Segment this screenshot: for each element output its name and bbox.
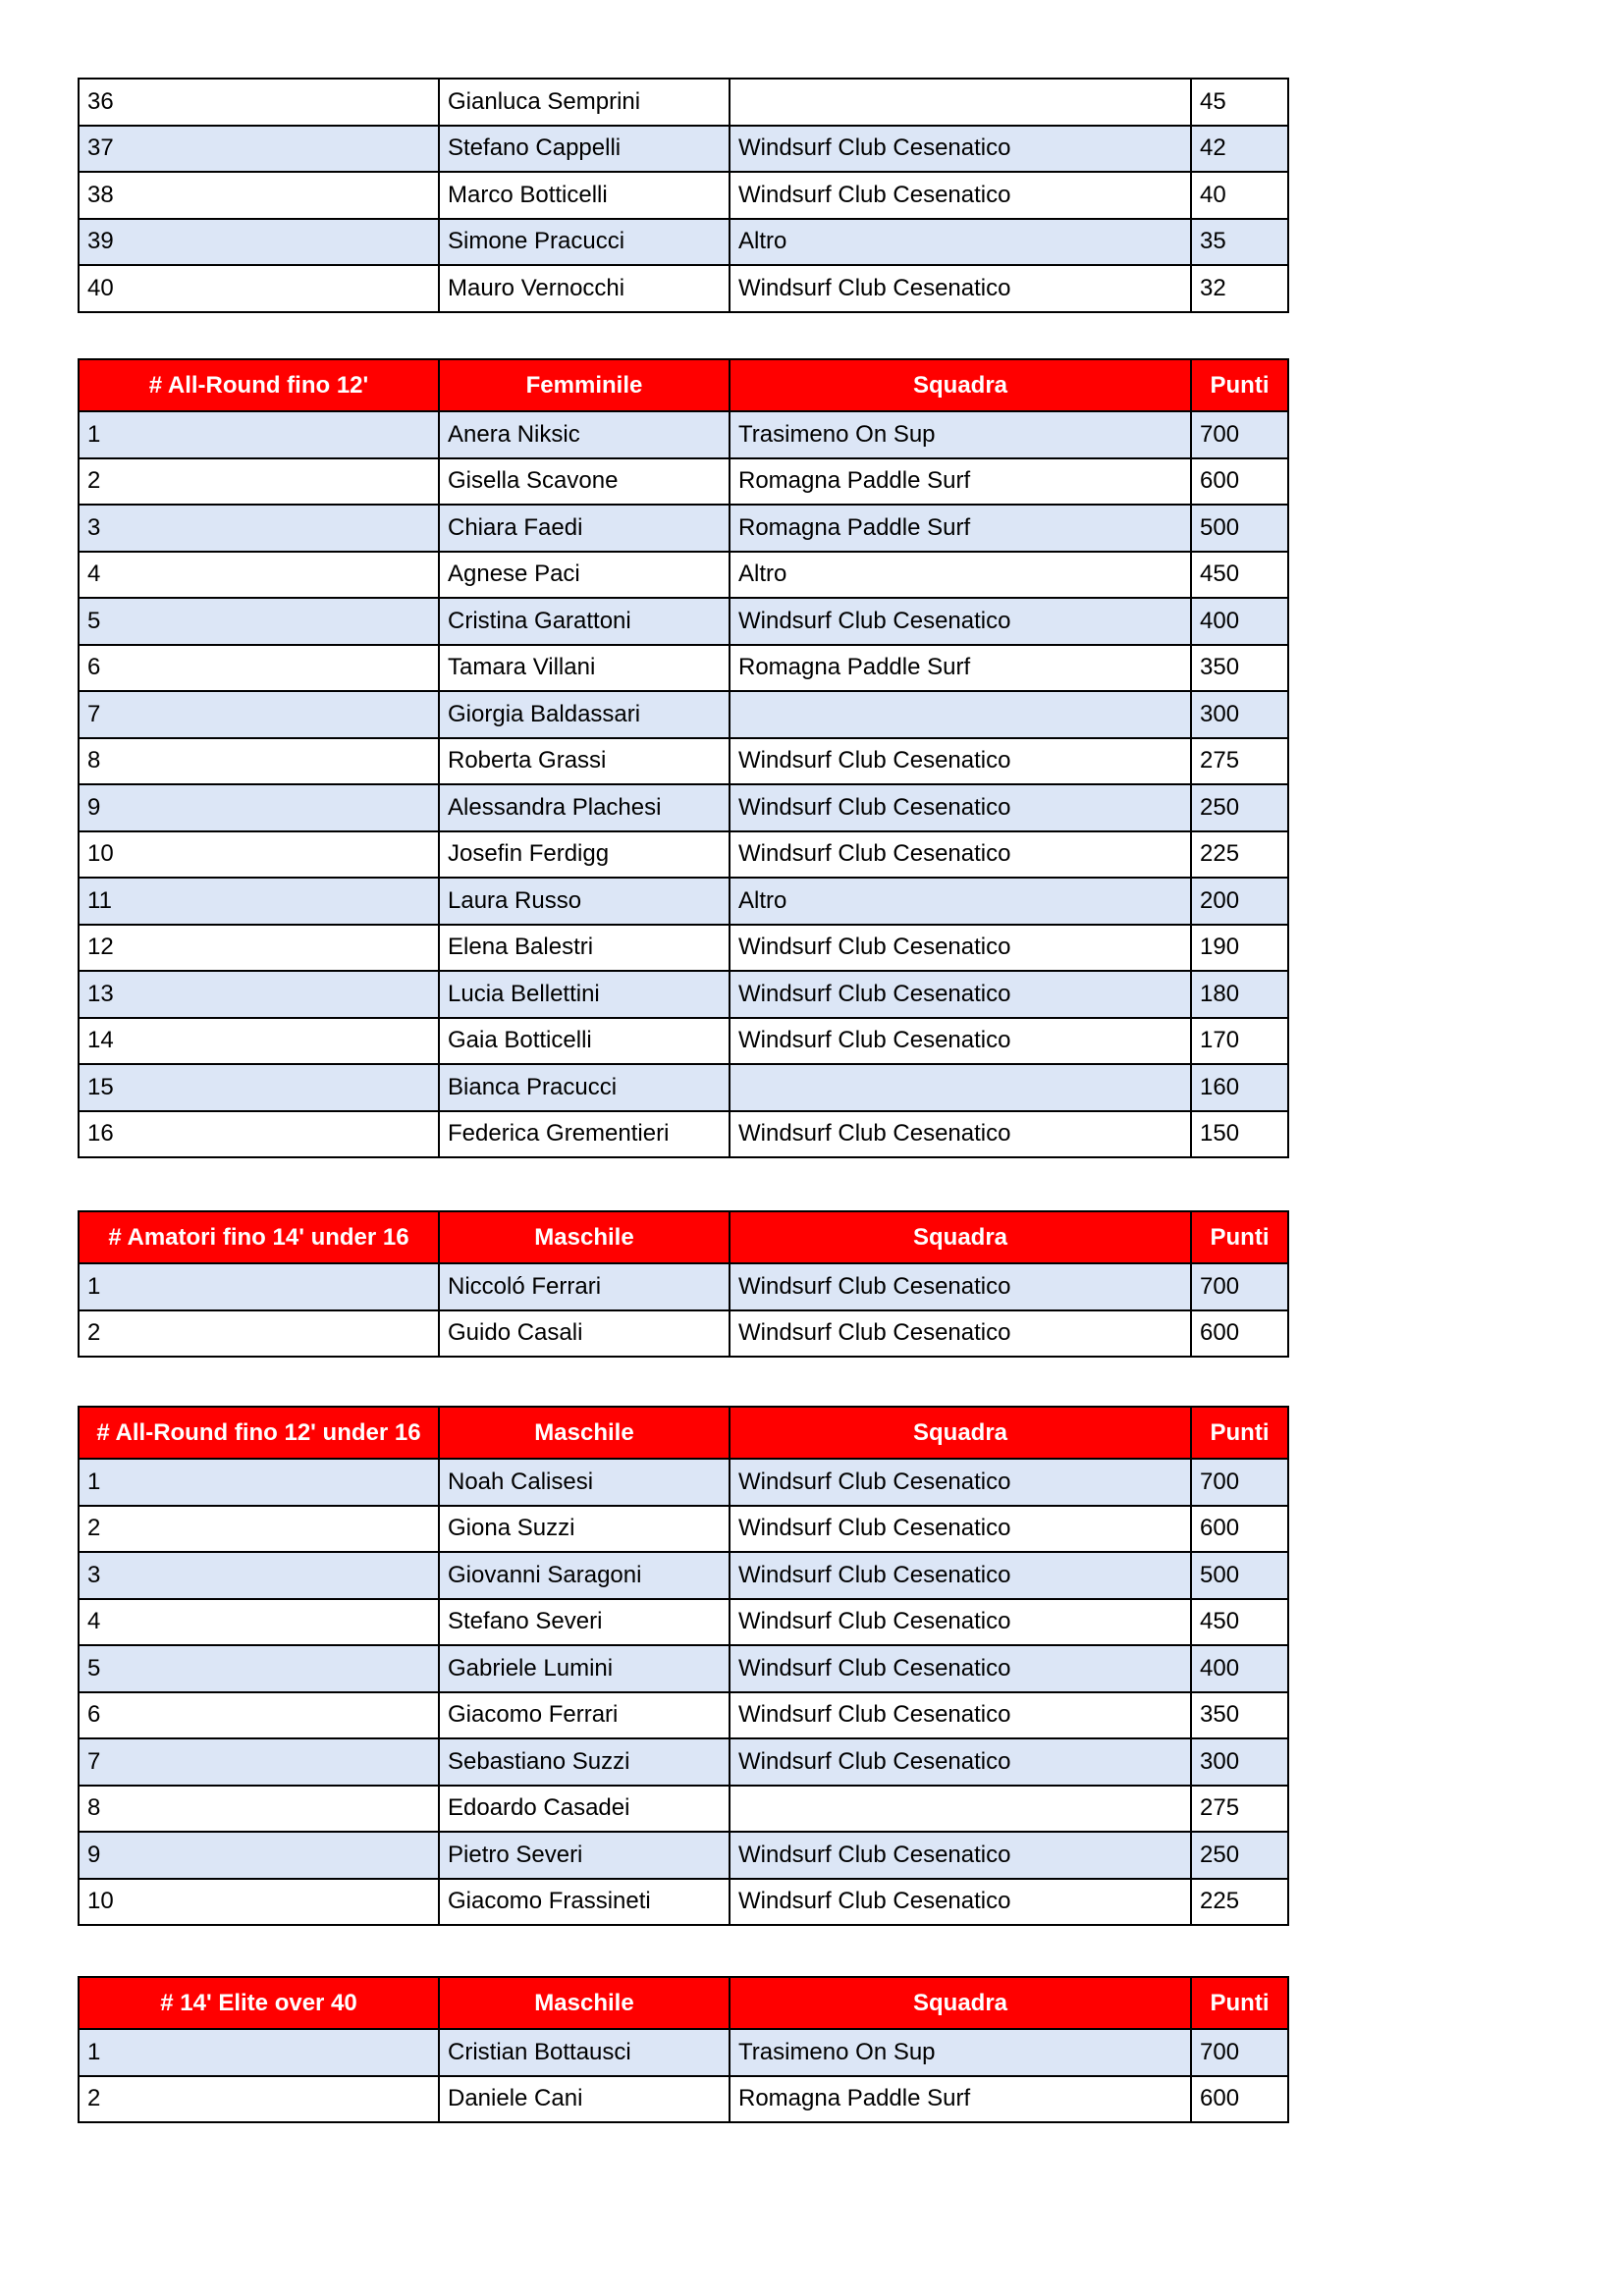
athlete-cell: Elena Balestri <box>439 925 730 972</box>
results-table <box>78 1976 1289 2123</box>
team-cell: Windsurf Club Cesenatico <box>730 738 1191 785</box>
team-cell <box>730 691 1191 738</box>
rank-cell: 9 <box>79 784 439 831</box>
points-cell: 700 <box>1191 1459 1288 1506</box>
team-cell <box>730 79 1191 126</box>
team-cell: Windsurf Club Cesenatico <box>730 831 1191 879</box>
rank-cell: 12 <box>79 925 439 972</box>
category-header: # 14' Elite over 40 <box>79 1977 439 2029</box>
points-cell: 600 <box>1191 1506 1288 1553</box>
points-cell: 180 <box>1191 971 1288 1018</box>
team-cell <box>730 1064 1191 1111</box>
points-cell: 45 <box>1191 79 1288 126</box>
athlete-cell: Simone Pracucci <box>439 219 730 266</box>
team-cell: Windsurf Club Cesenatico <box>730 1459 1191 1506</box>
table-header <box>79 359 1288 411</box>
rank-cell: 39 <box>79 219 439 266</box>
table-row <box>79 691 1288 738</box>
points-cell: 350 <box>1191 1692 1288 1739</box>
athlete-cell: Giovanni Saragoni <box>439 1552 730 1599</box>
rank-cell: 3 <box>79 1552 439 1599</box>
points-cell: 300 <box>1191 691 1288 738</box>
table-row <box>79 265 1288 312</box>
table-header <box>79 1211 1288 1263</box>
team-cell: Romagna Paddle Surf <box>730 645 1191 692</box>
gender-header: Maschile <box>439 1977 730 2029</box>
table-row <box>79 79 1288 126</box>
points-cell: 500 <box>1191 505 1288 552</box>
rank-cell: 3 <box>79 505 439 552</box>
team-cell: Trasimeno On Sup <box>730 411 1191 458</box>
table-row <box>79 2076 1288 2123</box>
athlete-cell: Pietro Severi <box>439 1832 730 1879</box>
athlete-cell: Gianluca Semprini <box>439 79 730 126</box>
rank-cell: 4 <box>79 1599 439 1646</box>
athlete-cell: Stefano Cappelli <box>439 126 730 173</box>
points-header: Punti <box>1191 359 1288 411</box>
points-cell: 275 <box>1191 1786 1288 1833</box>
table-header <box>79 1407 1288 1459</box>
allround-under16-section <box>78 1406 1289 1926</box>
team-cell: Romagna Paddle Surf <box>730 505 1191 552</box>
table-row <box>79 925 1288 972</box>
team-cell: Romagna Paddle Surf <box>730 458 1191 506</box>
category-header: # All-Round fino 12' <box>79 359 439 411</box>
points-cell: 170 <box>1191 1018 1288 1065</box>
rank-cell: 5 <box>79 1645 439 1692</box>
rank-cell: 40 <box>79 265 439 312</box>
rank-cell: 2 <box>79 458 439 506</box>
athlete-cell: Gisella Scavone <box>439 458 730 506</box>
points-header: Punti <box>1191 1211 1288 1263</box>
athlete-cell: Noah Calisesi <box>439 1459 730 1506</box>
header-row <box>79 359 1288 411</box>
table-row <box>79 1599 1288 1646</box>
rank-cell: 4 <box>79 552 439 599</box>
rank-cell: 1 <box>79 1263 439 1310</box>
athlete-cell: Mauro Vernocchi <box>439 265 730 312</box>
rank-cell: 7 <box>79 1738 439 1786</box>
athlete-cell: Agnese Paci <box>439 552 730 599</box>
team-cell: Altro <box>730 552 1191 599</box>
table-body <box>79 2029 1288 2122</box>
athlete-cell: Tamara Villani <box>439 645 730 692</box>
table-row <box>79 645 1288 692</box>
points-cell: 500 <box>1191 1552 1288 1599</box>
points-cell: 250 <box>1191 1832 1288 1879</box>
athlete-cell: Guido Casali <box>439 1310 730 1358</box>
team-cell: Windsurf Club Cesenatico <box>730 1645 1191 1692</box>
points-cell: 400 <box>1191 598 1288 645</box>
team-cell: Altro <box>730 878 1191 925</box>
rank-cell: 2 <box>79 2076 439 2123</box>
team-cell: Windsurf Club Cesenatico <box>730 1879 1191 1926</box>
points-cell: 190 <box>1191 925 1288 972</box>
table-header <box>79 1977 1288 2029</box>
category-header: # All-Round fino 12' under 16 <box>79 1407 439 1459</box>
team-cell: Altro <box>730 219 1191 266</box>
points-header: Punti <box>1191 1407 1288 1459</box>
athlete-cell: Stefano Severi <box>439 1599 730 1646</box>
rank-cell: 1 <box>79 411 439 458</box>
athlete-cell: Edoardo Casadei <box>439 1786 730 1833</box>
table-row <box>79 971 1288 1018</box>
athlete-cell: Chiara Faedi <box>439 505 730 552</box>
athlete-cell: Cristian Bottausci <box>439 2029 730 2076</box>
rank-cell: 10 <box>79 1879 439 1926</box>
rank-cell: 38 <box>79 172 439 219</box>
athlete-cell: Daniele Cani <box>439 2076 730 2123</box>
team-cell: Windsurf Club Cesenatico <box>730 1263 1191 1310</box>
points-cell: 700 <box>1191 2029 1288 2076</box>
team-cell: Windsurf Club Cesenatico <box>730 1506 1191 1553</box>
gender-header: Femminile <box>439 359 730 411</box>
rank-cell: 2 <box>79 1310 439 1358</box>
athlete-cell: Lucia Bellettini <box>439 971 730 1018</box>
rank-cell: 5 <box>79 598 439 645</box>
table-row <box>79 1263 1288 1310</box>
points-cell: 450 <box>1191 1599 1288 1646</box>
points-cell: 225 <box>1191 831 1288 879</box>
table-row <box>79 598 1288 645</box>
table-row <box>79 1645 1288 1692</box>
points-cell: 225 <box>1191 1879 1288 1926</box>
table-row <box>79 1506 1288 1553</box>
allround-femminile-section <box>78 358 1289 1158</box>
athlete-cell: Giacomo Frassineti <box>439 1879 730 1926</box>
athlete-cell: Anera Niksic <box>439 411 730 458</box>
athlete-cell: Josefin Ferdigg <box>439 831 730 879</box>
team-cell <box>730 1786 1191 1833</box>
table-row <box>79 1064 1288 1111</box>
team-cell: Windsurf Club Cesenatico <box>730 925 1191 972</box>
rank-cell: 6 <box>79 1692 439 1739</box>
results-table <box>78 1210 1289 1358</box>
athlete-cell: Niccoló Ferrari <box>439 1263 730 1310</box>
rank-cell: 36 <box>79 79 439 126</box>
team-header: Squadra <box>730 1977 1191 2029</box>
team-cell: Windsurf Club Cesenatico <box>730 1552 1191 1599</box>
rank-cell: 16 <box>79 1111 439 1158</box>
points-cell: 200 <box>1191 878 1288 925</box>
table-row <box>79 1459 1288 1506</box>
points-cell: 35 <box>1191 219 1288 266</box>
athlete-cell: Federica Grementieri <box>439 1111 730 1158</box>
points-cell: 42 <box>1191 126 1288 173</box>
table-body <box>79 411 1288 1157</box>
team-cell: Windsurf Club Cesenatico <box>730 172 1191 219</box>
results-table <box>78 358 1289 1158</box>
table-row <box>79 738 1288 785</box>
team-cell: Windsurf Club Cesenatico <box>730 971 1191 1018</box>
table-row <box>79 1786 1288 1833</box>
header-row <box>79 1977 1288 2029</box>
table-row <box>79 1310 1288 1358</box>
table-row <box>79 1879 1288 1926</box>
rank-cell: 2 <box>79 1506 439 1553</box>
category-header: # Amatori fino 14' under 16 <box>79 1211 439 1263</box>
rank-cell: 15 <box>79 1064 439 1111</box>
points-header: Punti <box>1191 1977 1288 2029</box>
table-row <box>79 1111 1288 1158</box>
athlete-cell: Roberta Grassi <box>439 738 730 785</box>
points-cell: 32 <box>1191 265 1288 312</box>
rank-cell: 11 <box>79 878 439 925</box>
athlete-cell: Giorgia Baldassari <box>439 691 730 738</box>
team-cell: Windsurf Club Cesenatico <box>730 1599 1191 1646</box>
points-cell: 600 <box>1191 1310 1288 1358</box>
points-cell: 450 <box>1191 552 1288 599</box>
athlete-cell: Gabriele Lumini <box>439 1645 730 1692</box>
table-body <box>79 79 1288 312</box>
points-cell: 400 <box>1191 1645 1288 1692</box>
athlete-cell: Bianca Pracucci <box>439 1064 730 1111</box>
rank-cell: 10 <box>79 831 439 879</box>
table-row <box>79 505 1288 552</box>
points-cell: 600 <box>1191 2076 1288 2123</box>
team-cell: Windsurf Club Cesenatico <box>730 1832 1191 1879</box>
team-cell: Trasimeno On Sup <box>730 2029 1191 2076</box>
team-cell: Windsurf Club Cesenatico <box>730 1018 1191 1065</box>
results-table <box>78 1406 1289 1926</box>
rank-cell: 7 <box>79 691 439 738</box>
header-row <box>79 1407 1288 1459</box>
rank-cell: 14 <box>79 1018 439 1065</box>
team-cell: Windsurf Club Cesenatico <box>730 784 1191 831</box>
team-header: Squadra <box>730 359 1191 411</box>
table-row <box>79 878 1288 925</box>
table-row <box>79 2029 1288 2076</box>
table-row <box>79 552 1288 599</box>
athlete-cell: Giacomo Ferrari <box>439 1692 730 1739</box>
athlete-cell: Cristina Garattoni <box>439 598 730 645</box>
team-cell: Windsurf Club Cesenatico <box>730 1111 1191 1158</box>
team-cell: Windsurf Club Cesenatico <box>730 1310 1191 1358</box>
athlete-cell: Alessandra Plachesi <box>439 784 730 831</box>
table-row <box>79 126 1288 173</box>
points-cell: 40 <box>1191 172 1288 219</box>
results-table <box>78 78 1289 313</box>
team-cell: Romagna Paddle Surf <box>730 2076 1191 2123</box>
points-cell: 300 <box>1191 1738 1288 1786</box>
table-row <box>79 1738 1288 1786</box>
points-cell: 350 <box>1191 645 1288 692</box>
table-body <box>79 1263 1288 1357</box>
table-row <box>79 411 1288 458</box>
team-cell: Windsurf Club Cesenatico <box>730 598 1191 645</box>
team-cell: Windsurf Club Cesenatico <box>730 1738 1191 1786</box>
rank-cell: 8 <box>79 1786 439 1833</box>
table-row <box>79 1832 1288 1879</box>
athlete-cell: Laura Russo <box>439 878 730 925</box>
athlete-cell: Gaia Botticelli <box>439 1018 730 1065</box>
results-table-continued <box>78 78 1289 313</box>
table-row <box>79 458 1288 506</box>
athlete-cell: Giona Suzzi <box>439 1506 730 1553</box>
rank-cell: 1 <box>79 1459 439 1506</box>
points-cell: 275 <box>1191 738 1288 785</box>
team-cell: Windsurf Club Cesenatico <box>730 126 1191 173</box>
rank-cell: 8 <box>79 738 439 785</box>
gender-header: Maschile <box>439 1211 730 1263</box>
points-cell: 700 <box>1191 1263 1288 1310</box>
table-row <box>79 219 1288 266</box>
team-cell: Windsurf Club Cesenatico <box>730 265 1191 312</box>
rank-cell: 1 <box>79 2029 439 2076</box>
table-row <box>79 1552 1288 1599</box>
table-row <box>79 784 1288 831</box>
team-cell: Windsurf Club Cesenatico <box>730 1692 1191 1739</box>
amatori-under16-section <box>78 1210 1289 1358</box>
athlete-cell: Marco Botticelli <box>439 172 730 219</box>
points-cell: 250 <box>1191 784 1288 831</box>
points-cell: 700 <box>1191 411 1288 458</box>
athlete-cell: Sebastiano Suzzi <box>439 1738 730 1786</box>
gender-header: Maschile <box>439 1407 730 1459</box>
rank-cell: 6 <box>79 645 439 692</box>
elite-over40-section <box>78 1976 1289 2123</box>
points-cell: 150 <box>1191 1111 1288 1158</box>
table-row <box>79 172 1288 219</box>
points-cell: 160 <box>1191 1064 1288 1111</box>
table-row <box>79 1018 1288 1065</box>
table-row <box>79 831 1288 879</box>
rank-cell: 13 <box>79 971 439 1018</box>
table-body <box>79 1459 1288 1925</box>
table-row <box>79 1692 1288 1739</box>
points-cell: 600 <box>1191 458 1288 506</box>
rank-cell: 37 <box>79 126 439 173</box>
header-row <box>79 1211 1288 1263</box>
team-header: Squadra <box>730 1211 1191 1263</box>
rank-cell: 9 <box>79 1832 439 1879</box>
team-header: Squadra <box>730 1407 1191 1459</box>
